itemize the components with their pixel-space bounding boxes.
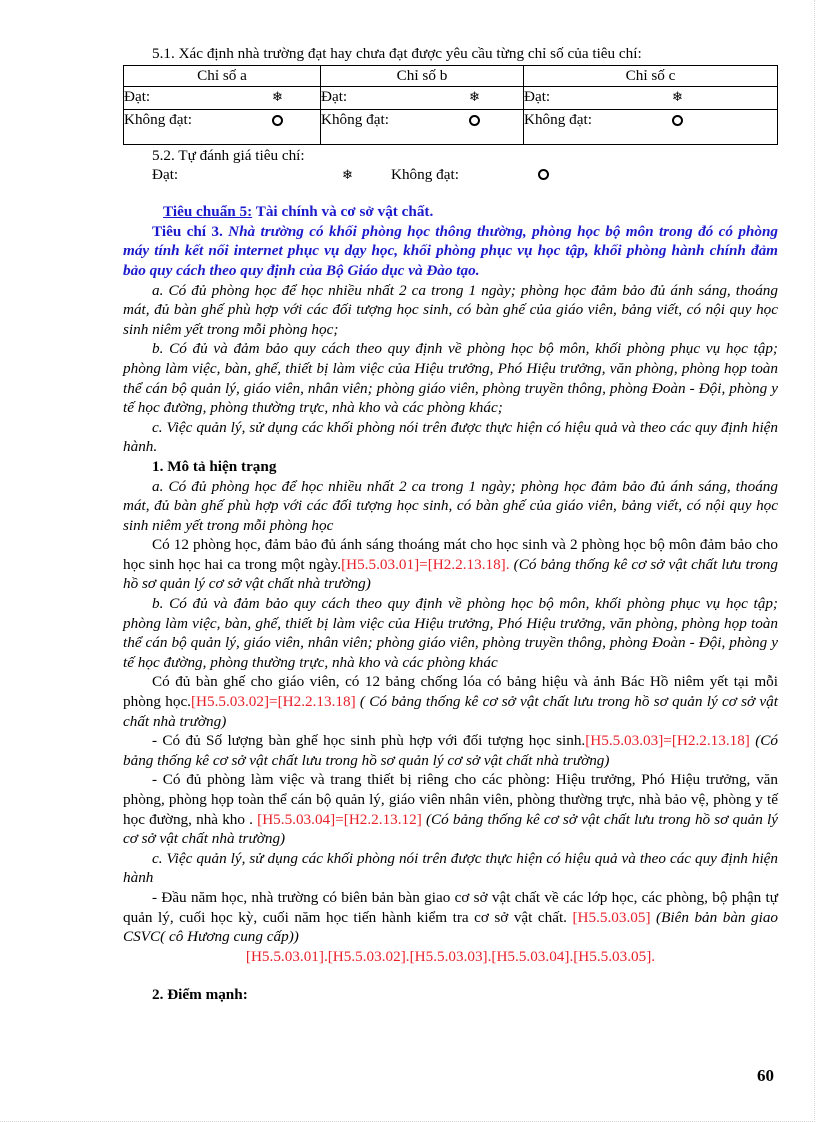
- evidence-code: [H5.5.03.03]=[H2.2.13.18]: [585, 732, 750, 750]
- criterion-b: b. Có đủ và đảm bảo quy cách theo quy định về phòng học bộ môn, khối phòng phục vụ học tập; phòng làm việc, bàn, ghế, thiết bị làm việc của Hiệu trưởng, Phó Hiệu trưởng, văn phòng, phòng họp toàn thể cán bộ quản lý, giáo viên, nhân viên; phòng giáo viên, phòng truyền thông, phòng Đoàn - Đội, phòng y tế học đường, phòng thường trực, nhà kho và các phòng khác;: [123, 340, 778, 417]
- ring-icon: [469, 115, 480, 126]
- heading-current-state: 1. Mô tả hiện trạng: [152, 457, 277, 475]
- khong-dat-label: Không đạt:: [391, 166, 459, 184]
- criterion-c: c. Việc quản lý, sử dụng các khối phòng nói trên được thực hiện có hiệu quả và theo các quy định hiện hành.: [123, 418, 778, 456]
- evidence-note: ( Có bảng thống kê cơ sở vật chất lưu trong hồ sơ quản lý cơ sở vật chất nhà trường): [123, 693, 778, 730]
- snowflake-icon: ❄: [672, 88, 683, 104]
- ring-icon: [672, 115, 683, 126]
- criterion-label: Tiêu chí 3.: [152, 222, 223, 240]
- evidence-codes-line: [H5.5.03.01].[H5.5.03.02].[H5.5.03.03].[H5.5.03.04].[H5.5.03.05].: [245, 947, 656, 965]
- evidence-note: (Có bảng thống kê cơ sở vật chất lưu trong hồ sơ quản lý cơ sở vật chất nhà trường): [123, 555, 778, 593]
- self-assessment-row: [123, 165, 778, 185]
- dat-label-b: Đạt:: [321, 87, 348, 105]
- dat-label-c: Đạt:: [524, 87, 551, 105]
- page-number: 60: [757, 1066, 774, 1085]
- dat-label: Đạt:: [152, 166, 179, 184]
- criterion-a: a. Có đủ phòng học để học nhiều nhất 2 ca trong 1 ngày; phòng học đảm bảo đủ ánh sáng, thoáng mát, đủ bàn ghế phù hợp với các đối tượng học sinh, có bàn ghế của giáo viên, bảng viết, có nội quy học sinh niêm yết trong mỗi phòng học;: [123, 281, 778, 338]
- state-c-heading: c. Việc quản lý, sử dụng các khối phòng nói trên được thực hiện có hiệu quả và theo các quy định hiện hành: [123, 849, 778, 887]
- standard-title: Tài chính và cơ sở vật chất.: [252, 203, 434, 221]
- snowflake-icon: ❄: [469, 88, 480, 104]
- khong-dat-label-b: Không đạt:: [321, 110, 389, 128]
- dat-label-a: Đạt:: [124, 87, 151, 105]
- criterion-3: [123, 222, 778, 281]
- header-chi-so-a: Chỉ số a: [124, 65, 321, 86]
- evidence-code: [H5.5.03.01]=[H2.2.13.18].: [341, 555, 510, 573]
- snowflake-icon: ❄: [272, 88, 283, 104]
- evidence-note: (Có bảng thống kê cơ sở vật chất lưu trong hồ sơ quản lý cơ sở vật chất nhà trường): [123, 732, 779, 769]
- state-paragraph-2: Có đủ bàn ghế cho giáo viên, có 12 bảng chống lóa có bảng hiệu và ảnh Bác Hồ niêm yết tại mỗi phòng học.[H5.5.03.02]=[H2.2.13.18] ( Có bảng thống kê cơ sở vật chất lưu trong hồ sơ quản lý cơ sở vật chất nhà trường): [123, 673, 778, 730]
- state-b-heading: b. Có đủ và đảm bảo quy cách theo quy định về phòng học bộ môn, khối phòng phục vụ học tập; phòng làm việc, bàn, ghế, thiết bị làm việc của Hiệu trưởng, Phó Hiệu trưởng, văn phòng, phòng họp toàn thể cán bộ quản lý, giáo viên, nhân viên; phòng giáo viên, phòng truyền thông, phòng Đoàn - Đội, phòng y tế học đường, phòng thường trực, nhà kho và các phòng khác: [123, 595, 778, 671]
- header-chi-so-b: Chỉ số b: [321, 65, 524, 86]
- standard-heading: [123, 202, 778, 222]
- state-paragraph-4: - Có đủ phòng làm việc và trang thiết bị riêng cho các phòng: Hiệu trưởng, Phó Hiệu trưởng, văn phòng, phòng họp toàn thể cán bộ quản lý, giáo viên nhân viên, phòng thường trực, nhà bảo vệ, phòng y tế học đường, nhà kho . [H5.5.03.04]=[H2.2.13.12] (Có bảng thống kê cơ sở vật chất lưu trong hồ sơ quản lý cơ sở vật chất nhà trường): [123, 771, 779, 848]
- state-paragraph-5: - Đầu năm học, nhà trường có biên bản bàn giao cơ sở vật chất về các lớp học, các phòng, bộ phận tự quản lý, cuối học kỳ, cuối năm học tiến hành kiểm tra cơ sở vật chất. [H5.5.03.05] (Biên bản bàn giao CSVC( cô Hương cung cấp)): [123, 888, 779, 946]
- evidence-code: [H5.5.03.04]=[H2.2.13.12]: [257, 810, 422, 828]
- evidence-note: (Có bảng thống kê cơ sở vật chất lưu trong hồ sơ quản lý cơ sở vật chất nhà trường): [123, 810, 779, 848]
- snowflake-icon: ❄: [342, 167, 353, 183]
- section-5-2: 5.2. Tự đánh giá tiêu chí:: [152, 146, 305, 164]
- khong-dat-label-c: Không đạt:: [524, 110, 592, 128]
- evidence-code: [H5.5.03.02]=[H2.2.13.18]: [190, 693, 356, 711]
- evidence-note: (Biên bản bàn giao CSVC( cô Hương cung cấp)): [123, 908, 779, 946]
- section-5-1: 5.1. Xác định nhà trường đạt hay chưa đạt được yêu cầu từng chỉ số của tiêu chí:: [152, 45, 642, 62]
- criterion-text: Nhà trường có khối phòng học thông thường, phòng học bộ môn trong đó có phòng máy tính kết nối internet phục vụ dạy học, khối phòng phục vụ học tập, khối phòng hành chính đảm bảo quy cách theo quy định của Bộ Giáo dục và Đào tạo.: [123, 222, 778, 279]
- page-content: [123, 44, 778, 1005]
- state-a-heading: a. Có đủ phòng học để học nhiều nhất 2 ca trong 1 ngày; phòng học đảm bảo đủ ánh sáng, thoáng mát, đủ bàn ghế phù hợp với các đối tượng học sinh, có bàn ghế của giáo viên, bảng viết, có nội quy học sinh niêm yết trong mỗi phòng học: [123, 477, 778, 534]
- ring-icon: [538, 169, 549, 180]
- criteria-table: [123, 65, 778, 145]
- standard-label: Tiêu chuẩn 5:: [163, 203, 253, 221]
- header-chi-so-c: Chỉ số c: [524, 65, 778, 86]
- state-paragraph-3: - Có đủ Số lượng bàn ghế học sinh phù hợp với đối tượng học sinh.[H5.5.03.03]=[H2.2.13.18] (Có bảng thống kê cơ sở vật chất lưu trong hồ sơ quản lý cơ sở vật chất nhà trường): [123, 732, 779, 769]
- evidence-code: [H5.5.03.05]: [572, 908, 651, 926]
- heading-strengths: 2. Điểm mạnh:: [152, 986, 248, 1004]
- state-paragraph-1: Có 12 phòng học, đảm bảo đủ ánh sáng thoáng mát cho học sinh và 2 phòng học bộ môn đảm bảo cho học sinh học hai ca trong một ngày.[H5.5.03.01]=[H2.2.13.18]. (Có bảng thống kê cơ sở vật chất lưu trong hồ sơ quản lý cơ sở vật chất nhà trường): [123, 536, 778, 593]
- ring-icon: [272, 115, 283, 126]
- khong-dat-label-a: Không đạt:: [124, 110, 192, 128]
